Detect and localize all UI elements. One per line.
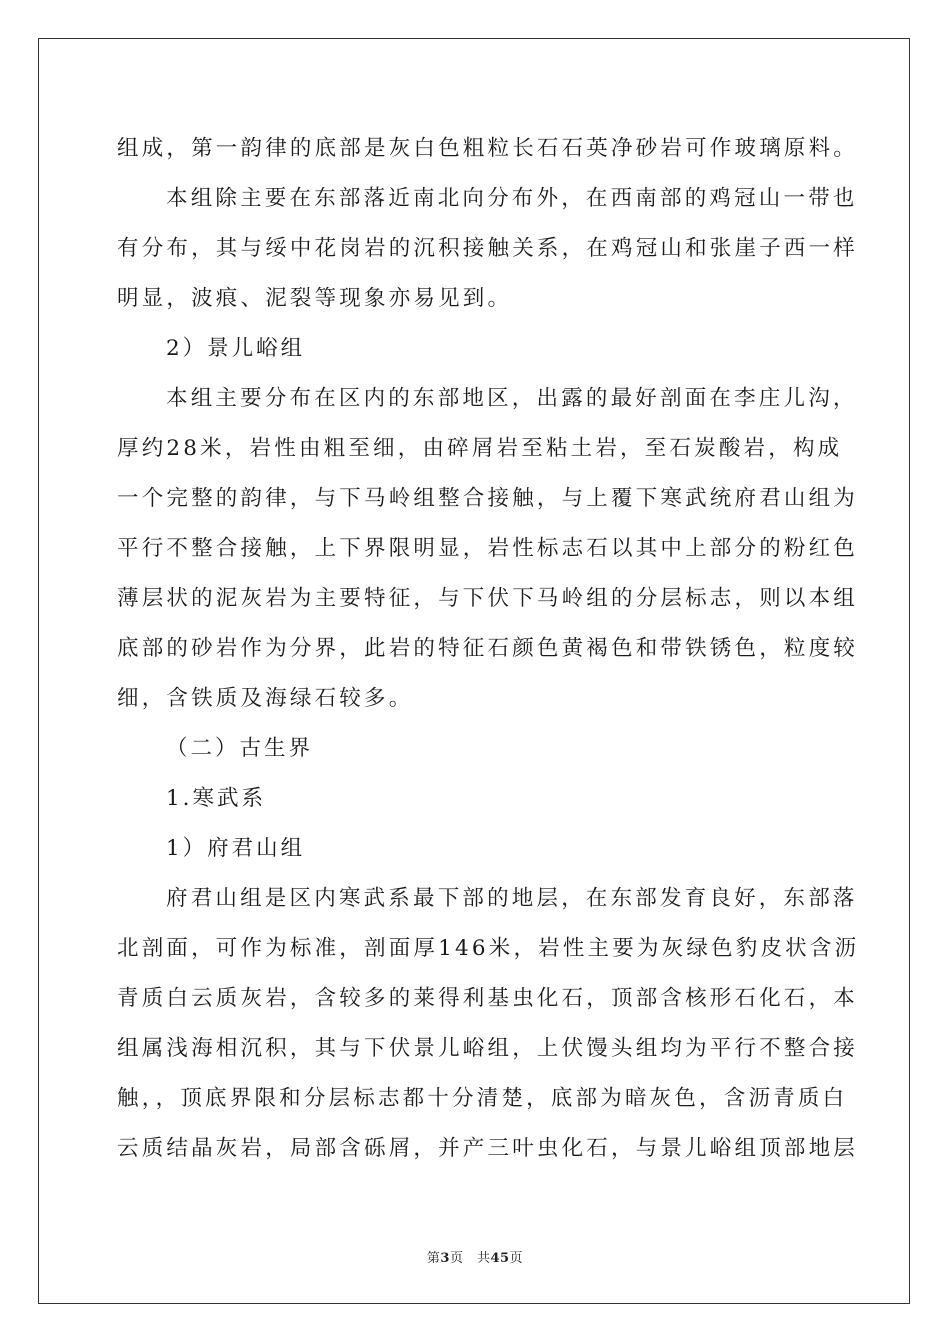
paragraph [117, 874, 860, 1174]
footer-page-number: 3 [440, 1251, 450, 1266]
page-footer [0, 1247, 950, 1266]
text-line: 厚约28米，岩性由粗至细，由碎屑岩至粘土岩，至石炭酸岩，构成 [117, 436, 843, 461]
text-line: 一个完整的韵律，与下马岭组整合接触，与上覆下寒武统府君山组为 [117, 486, 859, 511]
section-heading: （二）古生界 [166, 736, 314, 761]
text-line: 本组主要分布在区内的东部地区，出露的最好剖面在李庄儿沟， [166, 386, 858, 411]
text-line: 组成，第一韵律的底部是灰白色粗粒长石石英净砂岩可作玻璃原料。 [117, 136, 859, 161]
text-line: 本组除主要在东部落近南北向分布外，在西南部的鸡冠山一带也 [166, 186, 858, 211]
footer-suffix: 页 [509, 1251, 524, 1266]
text-line: 细，含铁质及海绿石较多。 [117, 686, 414, 711]
section-heading: 1.寒武系 [166, 786, 267, 811]
text-line: 府君山组是区内寒武系最下部的地层，在东部发育良好，东部落 [166, 886, 858, 911]
footer-total-pages: 45 [490, 1251, 510, 1266]
text-line: 薄层状的泥灰岩为主要特征，与下伏下马岭组的分层标志，则以本组 [117, 586, 859, 611]
text-line: 组属浅海相沉积，其与下伏景儿峪组，上伏馒头组均为平行不整合接 [117, 1036, 859, 1061]
section-heading: 1）府君山组 [166, 836, 306, 861]
section-heading: 2）景儿峪组 [166, 336, 306, 361]
document-body [117, 124, 860, 1174]
text-line: 北剖面，可作为标准，剖面厚146米，岩性主要为灰绿色豹皮状含沥 [117, 936, 860, 961]
text-line: 平行不整合接触，上下界限明显，岩性标志石以其中上部分的粉红色 [117, 536, 859, 561]
footer-mid: 页 共 [449, 1251, 491, 1266]
footer-prefix: 第 [426, 1251, 441, 1266]
text-line: 底部的砂岩作为分界，此岩的特征石颜色黄褐色和带铁锈色，粒度较 [117, 636, 859, 661]
paragraph [117, 174, 859, 324]
text-line: 青质白云质灰岩，含较多的莱得利基虫化石，顶部含核形石化石，本 [117, 986, 859, 1011]
text-line: 有分布，其与绥中花岗岩的沉积接触关系，在鸡冠山和张崖子西一样 [117, 236, 859, 261]
paragraph [117, 374, 859, 724]
text-line: 明显，波痕、泥裂等现象亦易见到。 [117, 286, 513, 311]
text-line: 触，，顶底界限和分层标志都十分清楚，底部为暗灰色，含沥青质白 [117, 1086, 848, 1111]
paragraph [117, 124, 859, 174]
text-line: 云质结晶灰岩，局部含砾屑，并产三叶虫化石，与景儿峪组顶部地层 [117, 1136, 859, 1161]
